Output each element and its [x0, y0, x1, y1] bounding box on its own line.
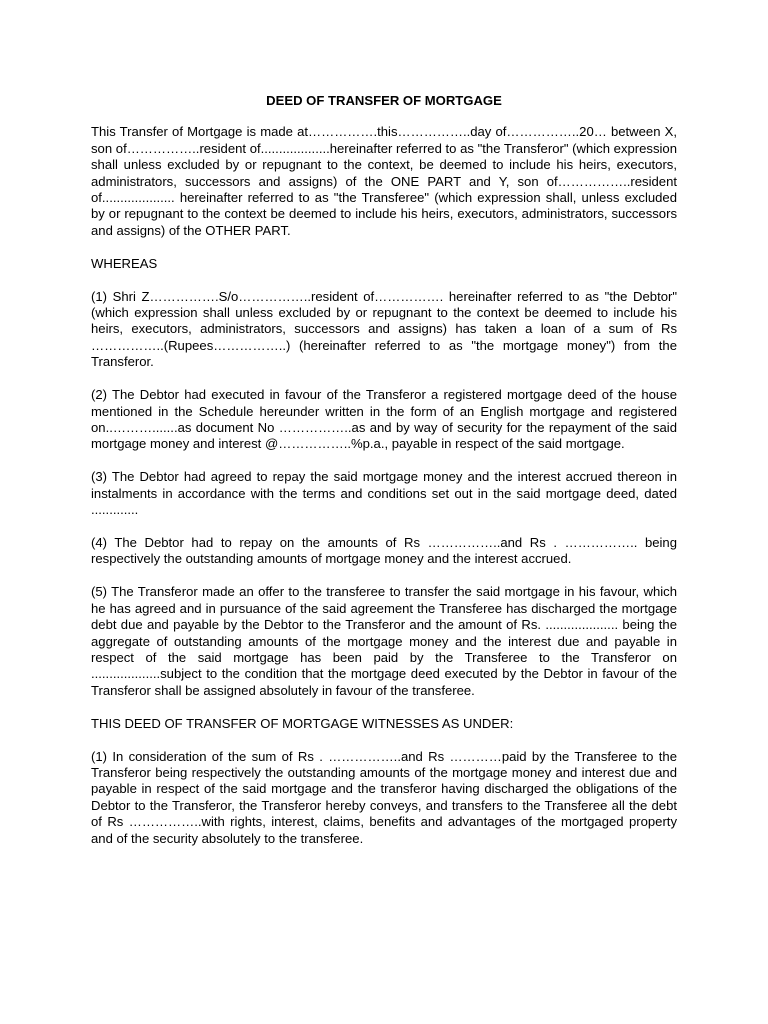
document-page: [91, 93, 677, 864]
witnesses-heading: THIS DEED OF TRANSFER OF MORTGAGE WITNESSES AS UNDER:: [91, 715, 514, 731]
clause-1-paragraph: (1) In consideration of the sum of Rs . ……………..and Rs …………paid by the Transferee to the Transferor being respectively the outstanding amounts of the mortgage money and interest due and payable in respect of the said mortgage and the transferor having discharged the obligations of the Debtor to the Transferor, the Transferor hereby conveys, and transfers to the Transferee all the debt of Rs ……………..with rights, interest, claims, benefits and advantages of the mortgaged property and of the security absolutely to the transferee.: [91, 748, 677, 846]
document-title: DEED OF TRANSFER OF MORTGAGE: [266, 93, 502, 108]
whereas-heading: WHEREAS: [91, 255, 158, 271]
recital-4-paragraph: (4) The Debtor had to repay on the amounts of Rs ……………..and Rs . …………….. being respectively the outstanding amounts of mortgage money and the interest accrued.: [91, 535, 677, 567]
recital-2-paragraph: (2) The Debtor had executed in favour of the Transferor a registered mortgage deed of the house mentioned in the Schedule hereunder written in the form of an English mortgage and registered on..……….......as document No ……………..as and by way of security for the repayment of the said mortgage money and interest @……………..%p.a., payable in respect of the said mortgage.: [91, 387, 677, 452]
intro-paragraph: This Transfer of Mortgage is made at…………….this……………..day of……………..20… between X, son of……………..resident of...................hereinafter referred to as "the Transferor" (which expression shall unless excluded by or repugnant to the context, be deemed to include his heirs, executors, administrators, successors and assigns) of the ONE PART and Y, son of……………..resident of.................... hereinafter referred to as "the Transferee" (which expression shall, unless excluded by or repugnant to the context be deemed to include his heirs, executors, administrators, successors and assigns) of the OTHER PART.: [91, 124, 677, 238]
recital-5-paragraph: (5) The Transferor made an offer to the transferee to transfer the said mortgage in his favour, which he has agreed and in pursuance of the said agreement the Transferee has discharged the mortgage debt due and payable by the Debtor to the Transferor and the amount of Rs. .................... being the aggregate of outstanding amounts of the mortgage money and the interest due and payable in respect of the said mortgage has been paid by the Transferee to the Transferor on ...................subject to the condition that the mortgage deed executed by the Debtor in favour of the Transferor shall be assigned absolutely in favour of the transferee.: [91, 584, 677, 698]
recital-1-paragraph: (1) Shri Z…………….S/o……………..resident of……………. hereinafter referred to as "the Debtor" (which expression shall unless excluded by or repugnant to the context be deemed to include his heirs, executors, administrators, successors and assigns) has taken a loan of a sum of Rs ……………..(Rupees……………..) (hereinafter referred to as "the mortgage money") from the Transferor.: [91, 288, 677, 370]
recital-3-paragraph: (3) The Debtor had agreed to repay the said mortgage money and the interest accrued thereon in instalments in accordance with the terms and conditions set out in the said mortgage deed, dated .............: [91, 469, 677, 518]
